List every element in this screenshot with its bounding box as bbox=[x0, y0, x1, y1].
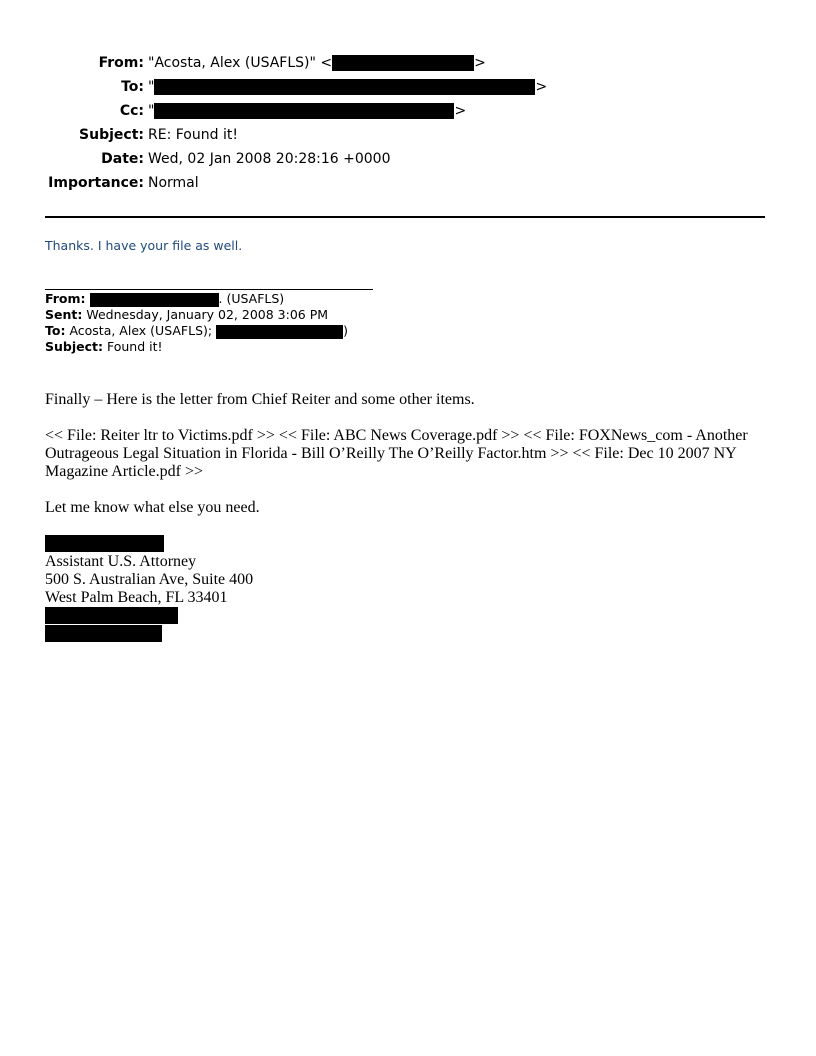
header-cc-text: " bbox=[148, 103, 155, 119]
reply-text: Thanks. I have your file as well. bbox=[45, 238, 243, 253]
redaction-box bbox=[154, 103, 454, 119]
signature-address-line-1: 500 S. Australian Ave, Suite 400 bbox=[45, 571, 254, 588]
header-to-row bbox=[0, 77, 816, 97]
redaction-box bbox=[216, 325, 343, 339]
header-to-text: " bbox=[148, 79, 155, 95]
signature-title: Assistant U.S. Attorney bbox=[45, 553, 197, 570]
original-sent-label: Sent: bbox=[45, 307, 83, 322]
body-paragraph-2: Let me know what else you need. bbox=[45, 499, 260, 516]
header-to-label: To: bbox=[121, 79, 144, 95]
redaction-box bbox=[332, 55, 474, 71]
header-to-value bbox=[148, 77, 547, 97]
original-sent-value: Wednesday, January 02, 2008 3:06 PM bbox=[86, 307, 329, 322]
original-from-row bbox=[45, 291, 785, 307]
original-to-value: Acosta, Alex (USAFLS); bbox=[69, 323, 217, 338]
original-subject-value: Found it! bbox=[106, 339, 163, 354]
original-sent-row bbox=[45, 307, 785, 323]
header-subject-value: RE: Found it! bbox=[148, 127, 238, 143]
header-cc-row bbox=[0, 101, 816, 121]
header-from-row bbox=[0, 53, 816, 73]
attachments-list: << File: Reiter ltr to Victims.pdf >> << File: ABC News Coverage.pdf >> << File: FOXNews_com - Another Outrageous Legal Situation in Florida - Bill O’Reilly The O’Reilly Factor.htm >> << File: Dec 10 2007 NY Magazine Article.pdf >> bbox=[45, 427, 748, 480]
header-subject-label: Subject: bbox=[79, 127, 144, 143]
header-date-value: Wed, 02 Jan 2008 20:28:16 +0000 bbox=[148, 151, 391, 167]
original-from-label: From: bbox=[45, 291, 86, 306]
redaction-box bbox=[154, 79, 535, 95]
header-from-text: "Acosta, Alex (USAFLS)" < bbox=[148, 55, 333, 71]
original-subject-row bbox=[45, 339, 785, 355]
header-cc-label: Cc: bbox=[119, 103, 144, 119]
body-paragraph-1: Finally – Here is the letter from Chief Reiter and some other items. bbox=[45, 391, 475, 408]
original-to-close: ) bbox=[343, 323, 348, 338]
header-from-value bbox=[148, 53, 486, 73]
signature-name-redaction bbox=[45, 535, 164, 552]
original-to-label: To: bbox=[45, 323, 66, 338]
original-message-divider bbox=[45, 289, 373, 290]
header-date-row bbox=[0, 149, 816, 169]
header-importance-label: Importance: bbox=[48, 175, 144, 191]
header-importance-row bbox=[0, 173, 816, 193]
header-date-label: Date: bbox=[101, 151, 144, 167]
header-from-close: > bbox=[474, 55, 486, 71]
header-to-close: > bbox=[535, 79, 548, 95]
original-to-row bbox=[45, 323, 785, 339]
header-cc-value bbox=[148, 101, 466, 121]
redaction-box bbox=[90, 293, 219, 307]
original-subject-label: Subject: bbox=[45, 339, 103, 354]
signature-phone-redaction bbox=[45, 607, 178, 624]
header-subject-row bbox=[0, 125, 816, 145]
header-divider bbox=[45, 216, 765, 218]
signature-fax-redaction bbox=[45, 625, 162, 642]
header-from-label: From: bbox=[98, 55, 144, 71]
signature-address-line-2: West Palm Beach, FL 33401 bbox=[45, 589, 228, 606]
header-cc-close: > bbox=[454, 103, 467, 119]
header-importance-value: Normal bbox=[148, 175, 199, 191]
original-from-suffix: . (USAFLS) bbox=[218, 291, 285, 306]
